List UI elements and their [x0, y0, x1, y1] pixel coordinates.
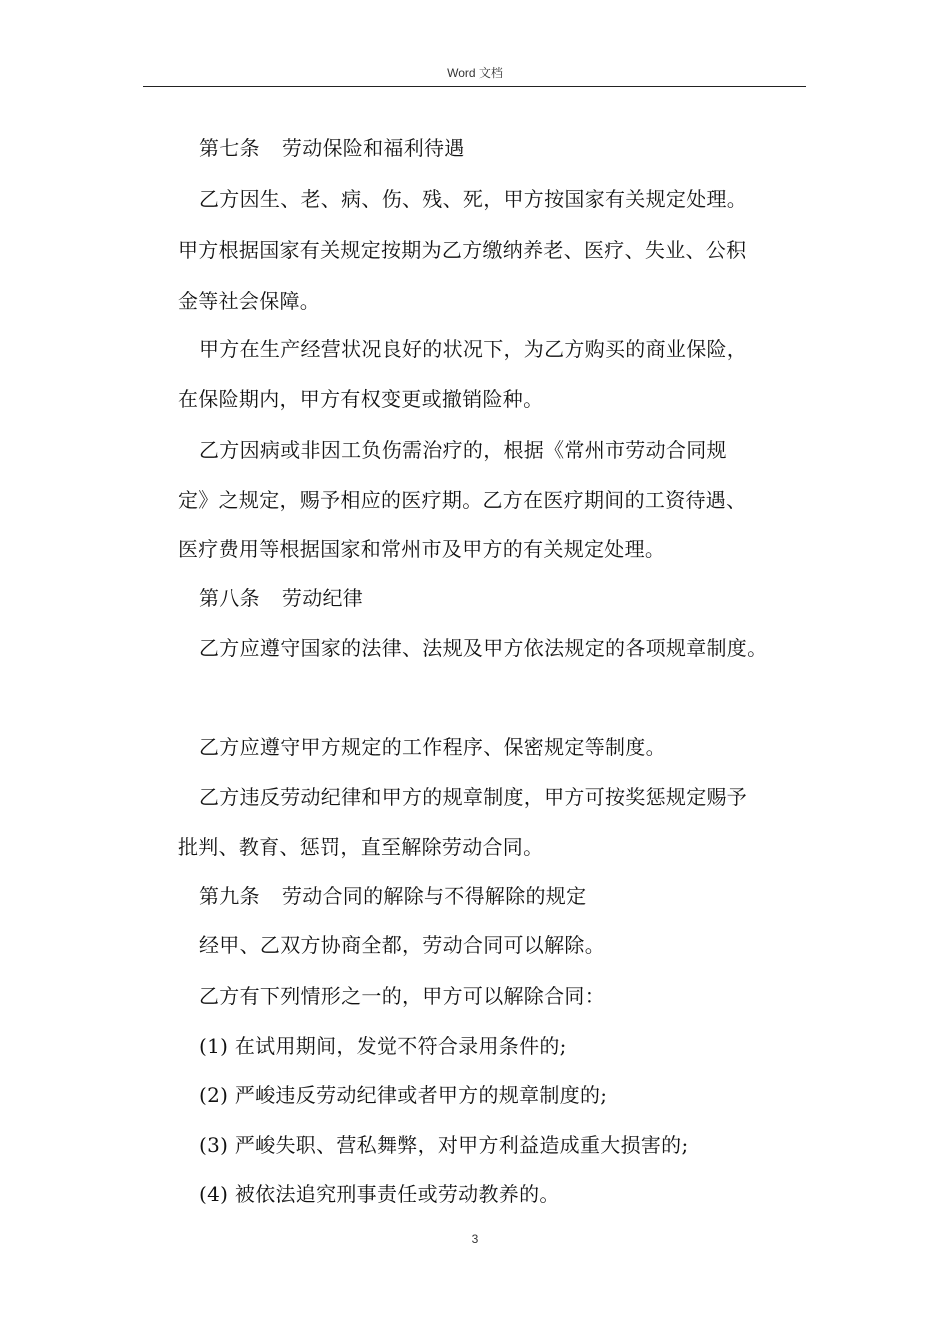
page-number: 3 [471, 1232, 479, 1246]
paragraph-line: 甲方根据国家有关规定按期为乙方缴纳养老、医疗、失业、公积 [178, 238, 747, 262]
paragraph-line: 经甲、乙双方协商全都，劳动合同可以解除。 [199, 933, 605, 957]
paragraph-line: 乙方违反劳动纪律和甲方的规章制度，甲方可按奖惩规定赐予 [199, 785, 748, 809]
article-number: 第九条 [199, 884, 260, 908]
paragraph-line: 乙方因病或非因工负伤需治疗的，根据《常州市劳动合同规 [199, 438, 727, 462]
paragraph-line: 医疗费用等根据国家和常州市及甲方的有关规定处理。 [178, 537, 666, 561]
list-item: (1) 在试用期间，发觉不符合录用条件的; [199, 1034, 567, 1058]
header-divider [143, 86, 806, 87]
paragraph-line: 定》之规定，赐予相应的医疗期。乙方在医疗期间的工资待遇、 [178, 488, 747, 512]
page-header: Word 文档 [447, 66, 503, 80]
article-number: 第七条 [199, 136, 260, 160]
paragraph-line: 乙方有下列情形之一的，甲方可以解除合同： [199, 984, 605, 1008]
paragraph-line: 乙方因生、老、病、伤、残、死，甲方按国家有关规定处理。 [199, 187, 748, 211]
article-7-heading [199, 135, 465, 161]
list-item: (3) 严峻失职、营私舞弊，对甲方利益造成重大损害的; [199, 1133, 689, 1157]
paragraph-line: 金等社会保障。 [178, 289, 321, 313]
article-title: 劳动合同的解除与不得解除的规定 [281, 884, 587, 908]
article-9-heading [199, 883, 586, 909]
paragraph-line: 乙方应遵守甲方规定的工作程序、保密规定等制度。 [199, 735, 666, 759]
article-title: 劳动纪律 [281, 586, 364, 610]
article-title: 劳动保险和福利待遇 [281, 136, 465, 160]
list-item: (4) 被依法追究刑事责任或劳动教养的。 [199, 1182, 560, 1206]
paragraph-line: 批判、教育、惩罚，直至解除劳动合同。 [178, 835, 544, 859]
paragraph-line: 在保险期内，甲方有权变更或撤销险种。 [178, 387, 544, 411]
paragraph-line: 乙方应遵守国家的法律、法规及甲方依法规定的各项规章制度。 [199, 636, 768, 660]
article-number: 第八条 [199, 586, 260, 610]
list-item: (2) 严峻违反劳动纪律或者甲方的规章制度的; [199, 1083, 608, 1107]
paragraph-line: 甲方在生产经营状况良好的状况下，为乙方购买的商业保险， [199, 337, 748, 361]
article-8-heading [199, 585, 363, 611]
